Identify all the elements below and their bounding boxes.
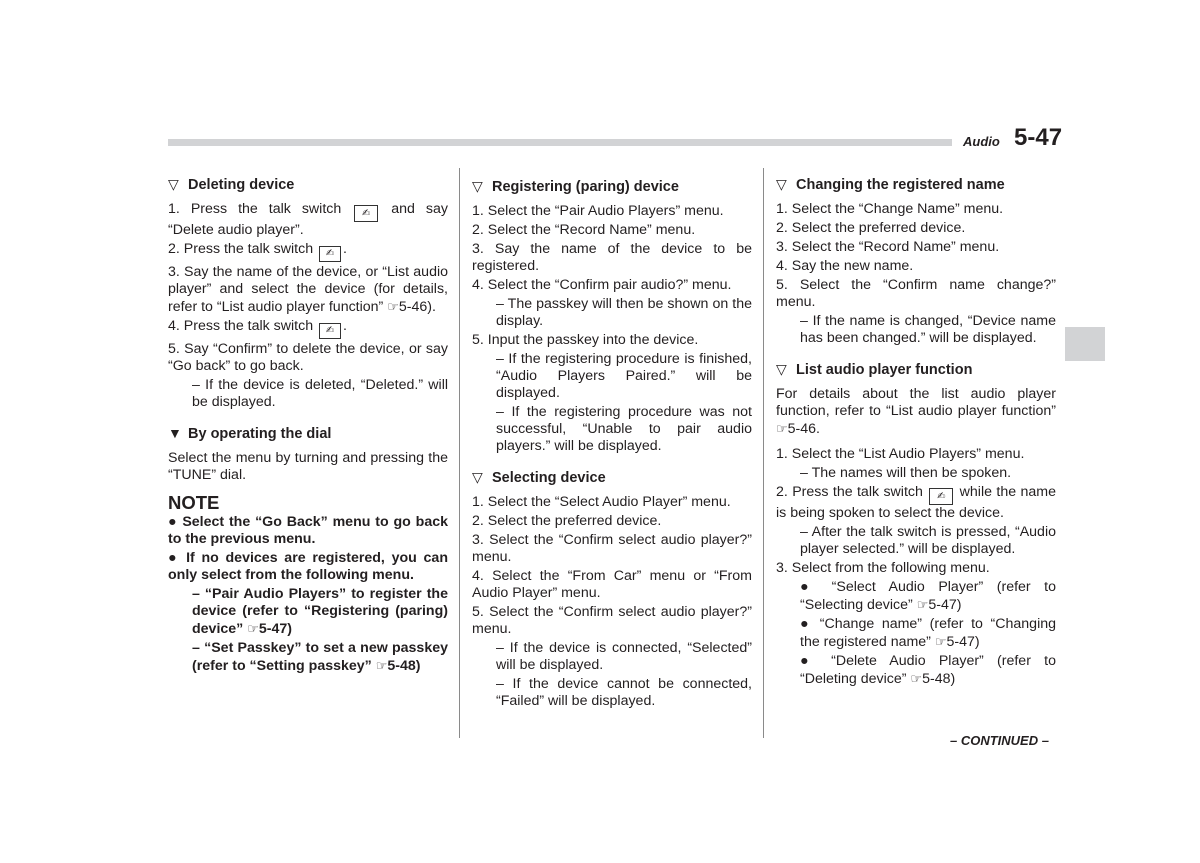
step-note: – If the device cannot be connected, “Failed” will be displayed. [496, 676, 752, 709]
menu-bullet: ● “Delete Audio Player” (refer to “Deleting device” ☞5-48) [800, 653, 1056, 687]
outline-triangle-icon: ▽ [168, 176, 179, 192]
chapter-tab [1065, 327, 1105, 361]
step-note: – If the device is connected, “Selected” will be displayed. [496, 640, 752, 673]
step: 5. Select the “Confirm name change?” menu. [776, 277, 1056, 310]
note-subitem: – “Set Passkey” to set a new passkey (refer to “Setting passkey” ☞5-48) [192, 640, 448, 674]
outline-triangle-icon: ▽ [776, 361, 787, 377]
step: 2. Press the talk switch ✍ while the name is being spoken to select the device. [776, 484, 1056, 521]
step: 4. Say the new name. [776, 258, 914, 274]
step: 1. Select the “Change Name” menu. [776, 201, 1004, 217]
menu-bullet: ● “Select Audio Player” (refer to “Selecting device” ☞5-47) [800, 579, 1056, 613]
step: 2. Select the “Record Name” menu. [472, 222, 696, 238]
step-note: – The names will then be spoken. [800, 465, 1012, 481]
talk-switch-icon: ✍ [929, 488, 953, 505]
page-number: 5-47 [1014, 124, 1063, 151]
step-note: – If the device is deleted, “Deleted.” will be displayed. [192, 377, 448, 410]
step: 4. Select the “Confirm pair audio?” menu. [472, 277, 732, 293]
talk-switch-icon: ✍ [319, 246, 341, 262]
dial-heading: ▼ By operating the dial [168, 425, 332, 442]
step-note: – If the name is changed, “Device name has been changed.” will be displayed. [800, 313, 1056, 346]
step-note: – The passkey will then be shown on the display. [496, 296, 752, 329]
step: 1. Select the “Select Audio Player” menu. [472, 494, 731, 510]
reference-icon: ☞ [387, 299, 399, 314]
menu-bullet: ● “Change name” (refer to “Changing the registered name” ☞5-47) [800, 616, 1056, 650]
note-bullet: ● If no devices are registered, you can only select from the following menu. [168, 550, 448, 583]
reference-icon: ☞ [910, 671, 923, 686]
note-subitem: – “Pair Audio Players” to register the device (refer to “Registering (paring) device” ☞5-47) [192, 586, 448, 637]
step: 1. Select the “List Audio Players” menu. [776, 446, 1025, 462]
column-2 [472, 178, 752, 712]
step: 3. Select from the following menu. [776, 560, 990, 576]
step: 2. Press the talk switch ✍ . [168, 241, 448, 262]
deleting-heading: ▽ Deleting device [168, 176, 295, 193]
list-heading: ▽ List audio player function [776, 361, 973, 378]
step-note: – If the registering procedure is finished, “Audio Players Paired.” will be displayed. [496, 351, 752, 401]
step: 5. Input the passkey into the device. [472, 332, 699, 348]
talk-switch-icon: ✍ [354, 205, 378, 222]
step: 2. Select the preferred device. [472, 513, 662, 529]
note-bullet: ● Select the “Go Back” menu to go back to the previous menu. [168, 514, 448, 547]
column-divider [459, 168, 460, 738]
outline-triangle-icon: ▽ [472, 469, 483, 485]
step: 3. Say the name of the device to be registered. [472, 241, 752, 274]
reference-icon: ☞ [916, 597, 929, 612]
registering-heading: ▽ Registering (paring) device [472, 178, 679, 195]
changing-heading: ▽ Changing the registered name [776, 176, 1005, 193]
header-rule [168, 139, 952, 146]
step: 1. Select the “Pair Audio Players” menu. [472, 203, 724, 219]
step: 5. Select the “Confirm select audio player?” menu. [472, 604, 752, 637]
reference-icon: ☞ [247, 621, 259, 636]
reference-icon: ☞ [934, 634, 947, 649]
outline-triangle-icon: ▽ [776, 176, 787, 192]
step: 5. Say “Confirm” to delete the device, or say “Go back” to go back. [168, 341, 448, 374]
step: 2. Select the preferred device. [776, 220, 966, 236]
selecting-heading: ▽ Selecting device [472, 469, 606, 486]
step: 3. Say the name of the device, or “List audio player” and select the device (for details, refer to “List audio player function” ☞5-46). [168, 264, 448, 315]
filled-triangle-icon: ▼ [168, 425, 182, 441]
step: 3. Select the “Record Name” menu. [776, 239, 1000, 255]
note-title: NOTE [168, 492, 220, 513]
step-note: – After the talk switch is pressed, “Audio player selected.” will be displayed. [800, 524, 1056, 557]
dial-text: Select the menu by turning and pressing the “TUNE” dial. [168, 450, 448, 483]
reference-icon: ☞ [776, 421, 788, 436]
section-title: Audio [963, 134, 1000, 149]
talk-switch-icon: ✍ [319, 323, 341, 339]
column-divider [763, 168, 764, 738]
column-1 [168, 176, 448, 677]
outline-triangle-icon: ▽ [472, 178, 483, 194]
reference-icon: ☞ [375, 658, 388, 673]
step: 3. Select the “Confirm select audio player?” menu. [472, 532, 752, 565]
column-3 [776, 176, 1056, 690]
step: 4. Select the “From Car” menu or “From Audio Player” menu. [472, 568, 752, 601]
continued-label: – CONTINUED – [950, 733, 1049, 748]
step: 1. Press the talk switch ✍ and say “Delete audio player”. [168, 201, 448, 238]
step: 4. Press the talk switch ✍ . [168, 318, 448, 339]
step-note: – If the registering procedure was not successful, “Unable to pair audio players.” will be displayed. [496, 404, 752, 454]
list-text: For details about the list audio player function, refer to “List audio player function” ☞5-46. [776, 386, 1056, 437]
